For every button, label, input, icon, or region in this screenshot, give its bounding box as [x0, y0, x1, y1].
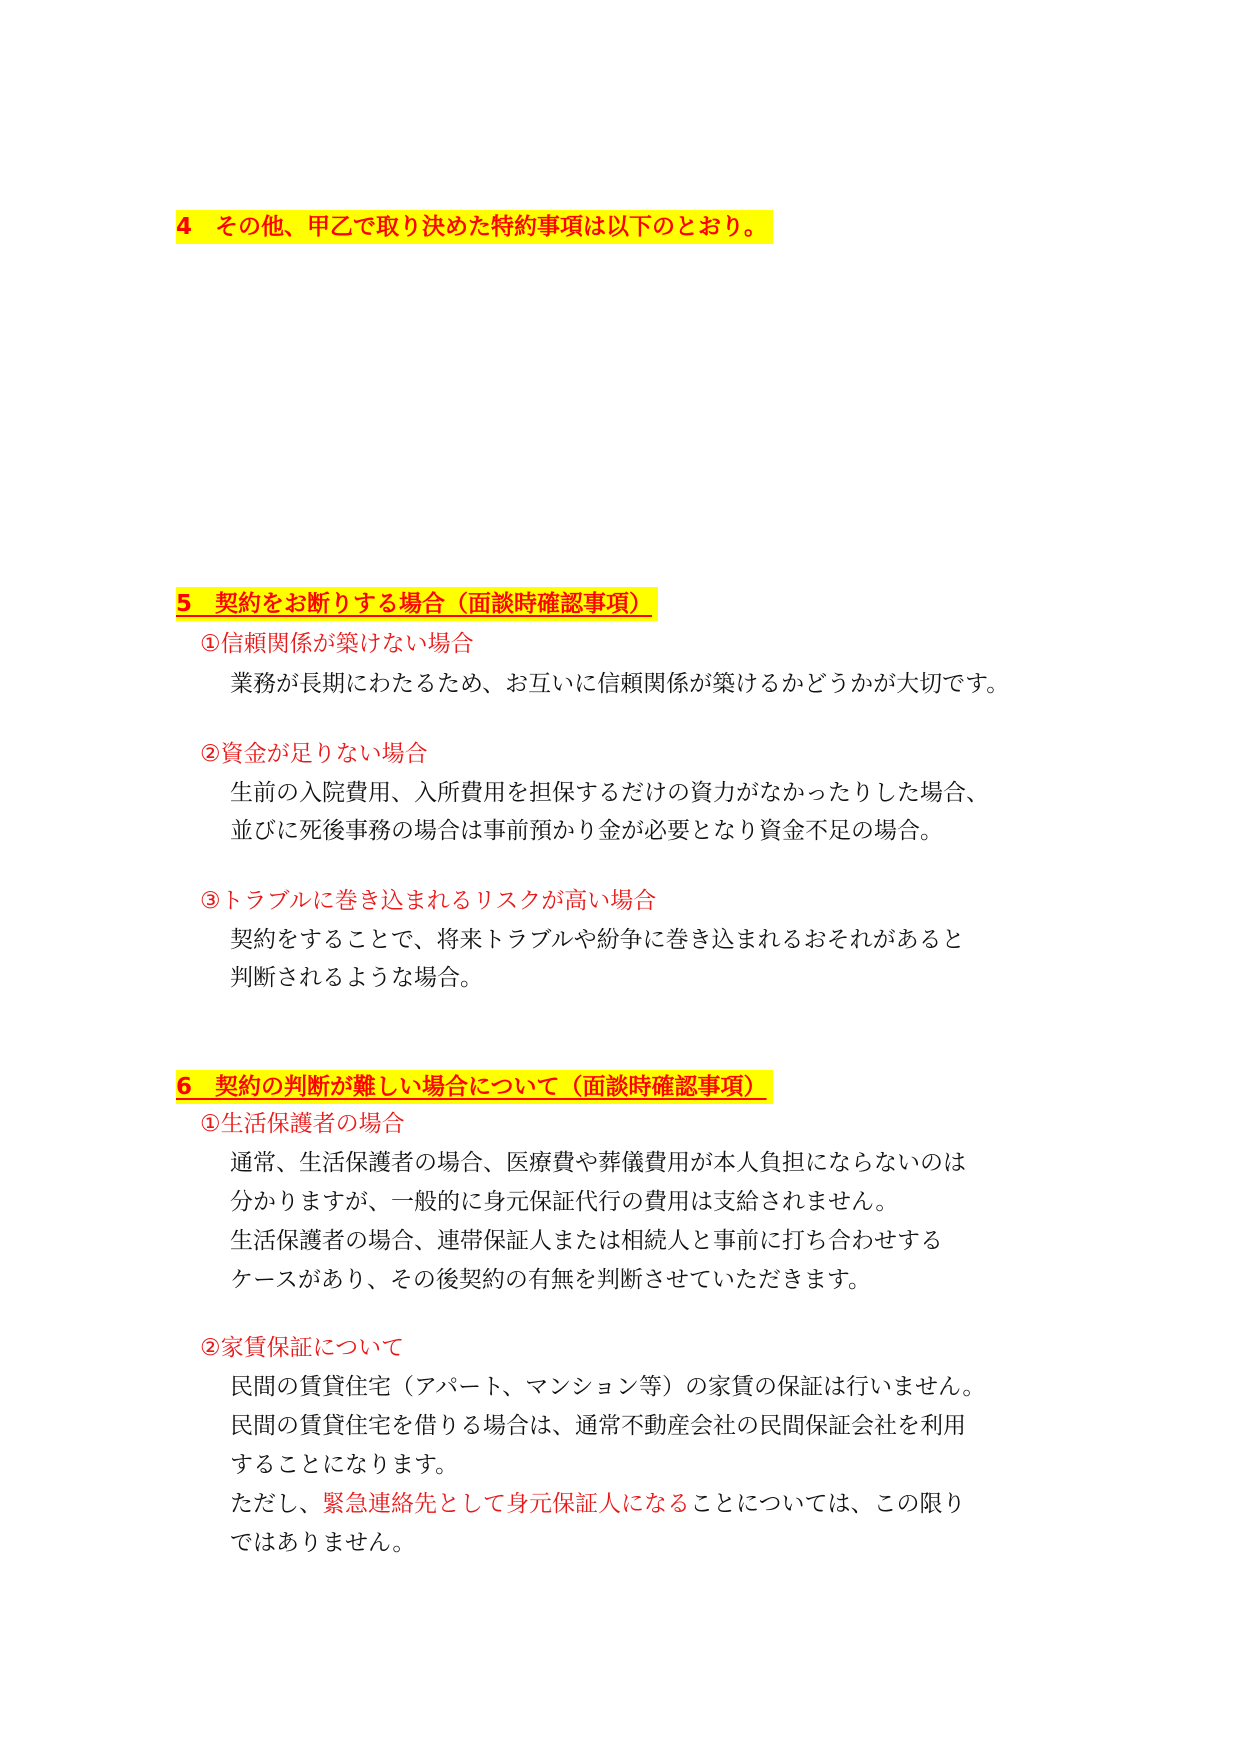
- section-6-item-2-line-3: することになります。: [230, 1452, 459, 1478]
- section-6-item-1-line-2: 分かりますが、一般的に身元保証代行の費用は支給されません。: [230, 1189, 899, 1215]
- section-6-item-2-title: ②家賃保証について: [200, 1335, 405, 1361]
- section-5-heading: 5 契約をお断りする場合（面談時確認事項）: [176, 587, 658, 621]
- mixed-line-post: ことについては、この限り: [690, 1491, 966, 1517]
- section-6-item-2-last-line: ではありません。: [230, 1530, 416, 1556]
- section-6-item-1-line-3: 生活保護者の場合、連帯保証人または相続人と事前に打ち合わせする: [230, 1228, 943, 1254]
- section-5-item-2-line-1: 生前の入院費用、入所費用を担保するだけの資力がなかったりした場合、: [230, 780, 989, 806]
- mixed-line-pre: ただし、: [230, 1491, 322, 1517]
- section-5-item-1-line-1: 業務が長期にわたるため、お互いに信頼関係が築けるかどうかが大切です。: [230, 671, 1010, 697]
- section-5-item-2-title: ②資金が足りない場合: [200, 741, 428, 767]
- section-5-item-3-title: ③トラブルに巻き込まれるリスクが高い場合: [200, 888, 657, 914]
- section-6-item-2-mixed-line: [230, 1487, 966, 1521]
- section-4-heading: 4 その他、甲乙で取り決めた特約事項は以下のとおり。: [176, 210, 773, 244]
- emergency-contact-highlight: 緊急連絡先として身元保証人になる: [322, 1491, 690, 1517]
- section-5-item-3-line-2: 判断されるような場合。: [230, 965, 483, 991]
- section-6-item-1-title: ①生活保護者の場合: [200, 1111, 405, 1137]
- section-6-heading: 6 契約の判断が難しい場合について（面談時確認事項）: [176, 1070, 773, 1104]
- section-5-item-3-line-1: 契約をすることで、将来トラブルや紛争に巻き込まれるおそれがあると: [230, 927, 965, 953]
- section-6-item-2-line-1: 民間の賃貸住宅（アパート、マンション等）の家賃の保証は行いません。: [230, 1374, 986, 1400]
- section-6-item-1-line-1: 通常、生活保護者の場合、医療費や葬儀費用が本人負担にならないのは: [230, 1150, 966, 1176]
- section-5-item-2-line-2: 並びに死後事務の場合は事前預かり金が必要となり資金不足の場合。: [230, 818, 943, 844]
- section-6-item-1-line-4: ケースがあり、その後契約の有無を判断させていただきます。: [230, 1267, 872, 1293]
- section-6-item-2-line-2: 民間の賃貸住宅を借りる場合は、通常不動産会社の民間保証会社を利用: [230, 1413, 966, 1439]
- section-5-item-1-title: ①信頼関係が築けない場合: [200, 631, 474, 657]
